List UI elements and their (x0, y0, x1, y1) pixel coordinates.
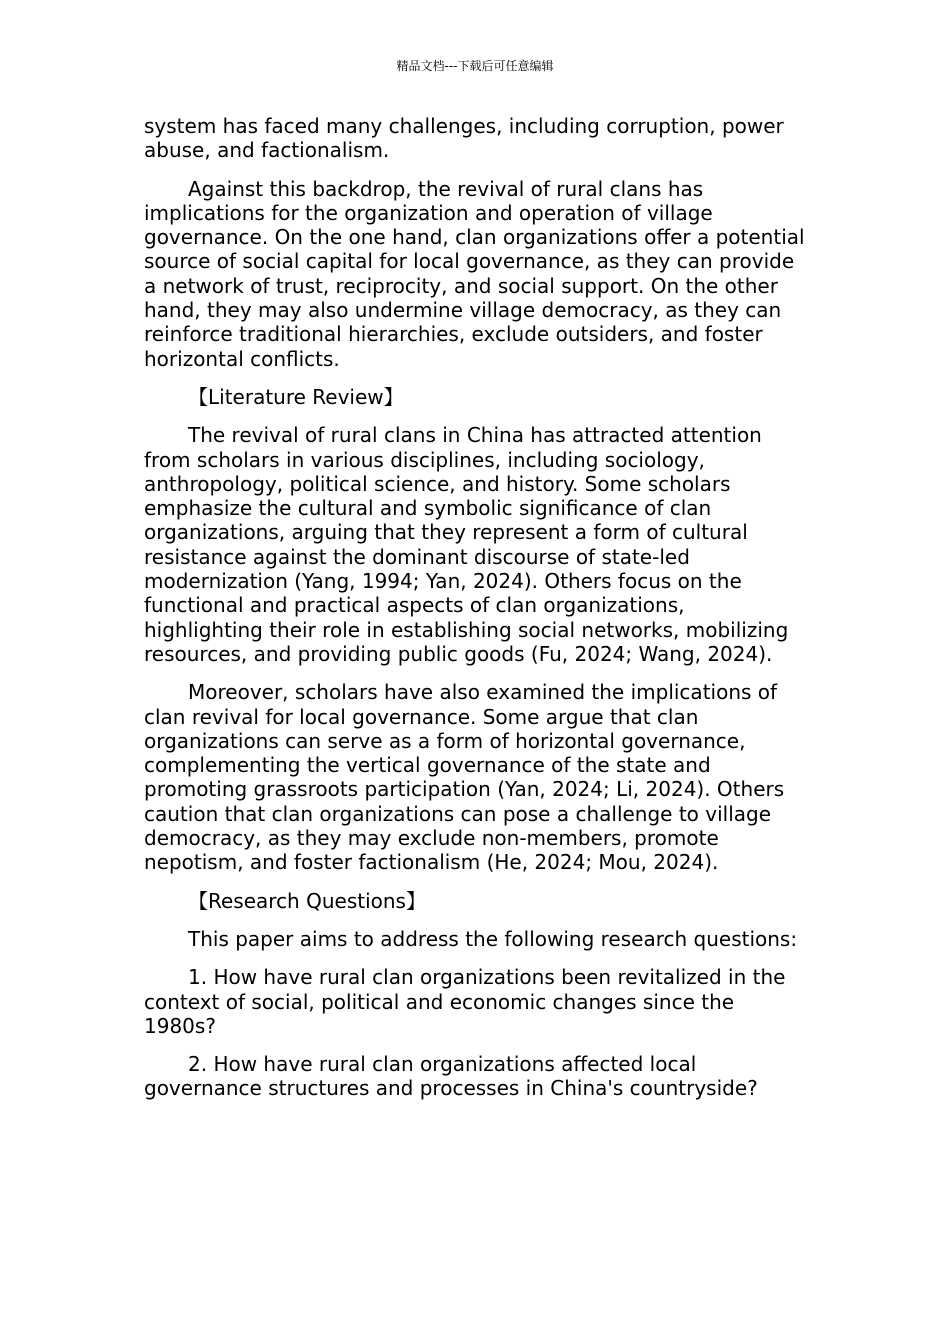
paragraph-literature-2: Moreover, scholars have also examined the implications of clan revival for local governance. Some argue that clan organizations can serve as a form of horizontal governance, complementing the vertical governance of the state and promoting grassroots participation (Yan, 2024; Li, 2024). Others caution that clan organizations can pose a challenge to village democracy, as they may exclude non-members, promote nepotism, and foster factionalism (He, 2024; Mou, 2024). (144, 680, 785, 875)
paragraph-literature-1: The revival of rural clans in China has attracted attention from scholars in various disciplines, including sociology, anthropology, political science, and history. Some scholars emphasize the cultural and symbolic significance of clan organizations, arguing that they represent a form of cultural resistance against the dominant discourse of state-led modernization (Yang, 1994; Yan, 2024). Others focus on the functional and practical aspects of clan organizations, highlighting their role in establishing social networks, mobilizing resources, and providing public goods (Fu, 2024; Wang, 2024). (144, 423, 789, 666)
heading-research-questions: 【Research Questions】 (188, 888, 426, 913)
document-body (144, 114, 808, 1115)
paragraph-backdrop: Against this backdrop, the revival of rural clans has implications for the organization and operation of village governance. On the one hand, clan organizations offer a potential source of social capital for local governance, as they can provide a network of trust, reciprocity, and social support. On the other hand, they may also undermine village democracy, as they can reinforce traditional hierarchies, exclude outsiders, and foster horizontal conflicts. (144, 176, 805, 371)
paragraph-research-intro: This paper aims to address the following research questions: (188, 926, 798, 951)
research-question-1: 1. How have rural clan organizations been revitalized in the context of social, political and economic changes since the 1980s? (144, 965, 786, 1038)
heading-literature-review: 【Literature Review】 (188, 384, 404, 409)
paragraph-continuation: system has faced many challenges, including corruption, power abuse, and factionalism. (144, 114, 784, 163)
page-header: 精品文档---下载后可任意编辑 (396, 59, 554, 73)
research-question-2: 2. How have rural clan organizations affected local governance structures and processes in China's countryside? (144, 1052, 758, 1101)
